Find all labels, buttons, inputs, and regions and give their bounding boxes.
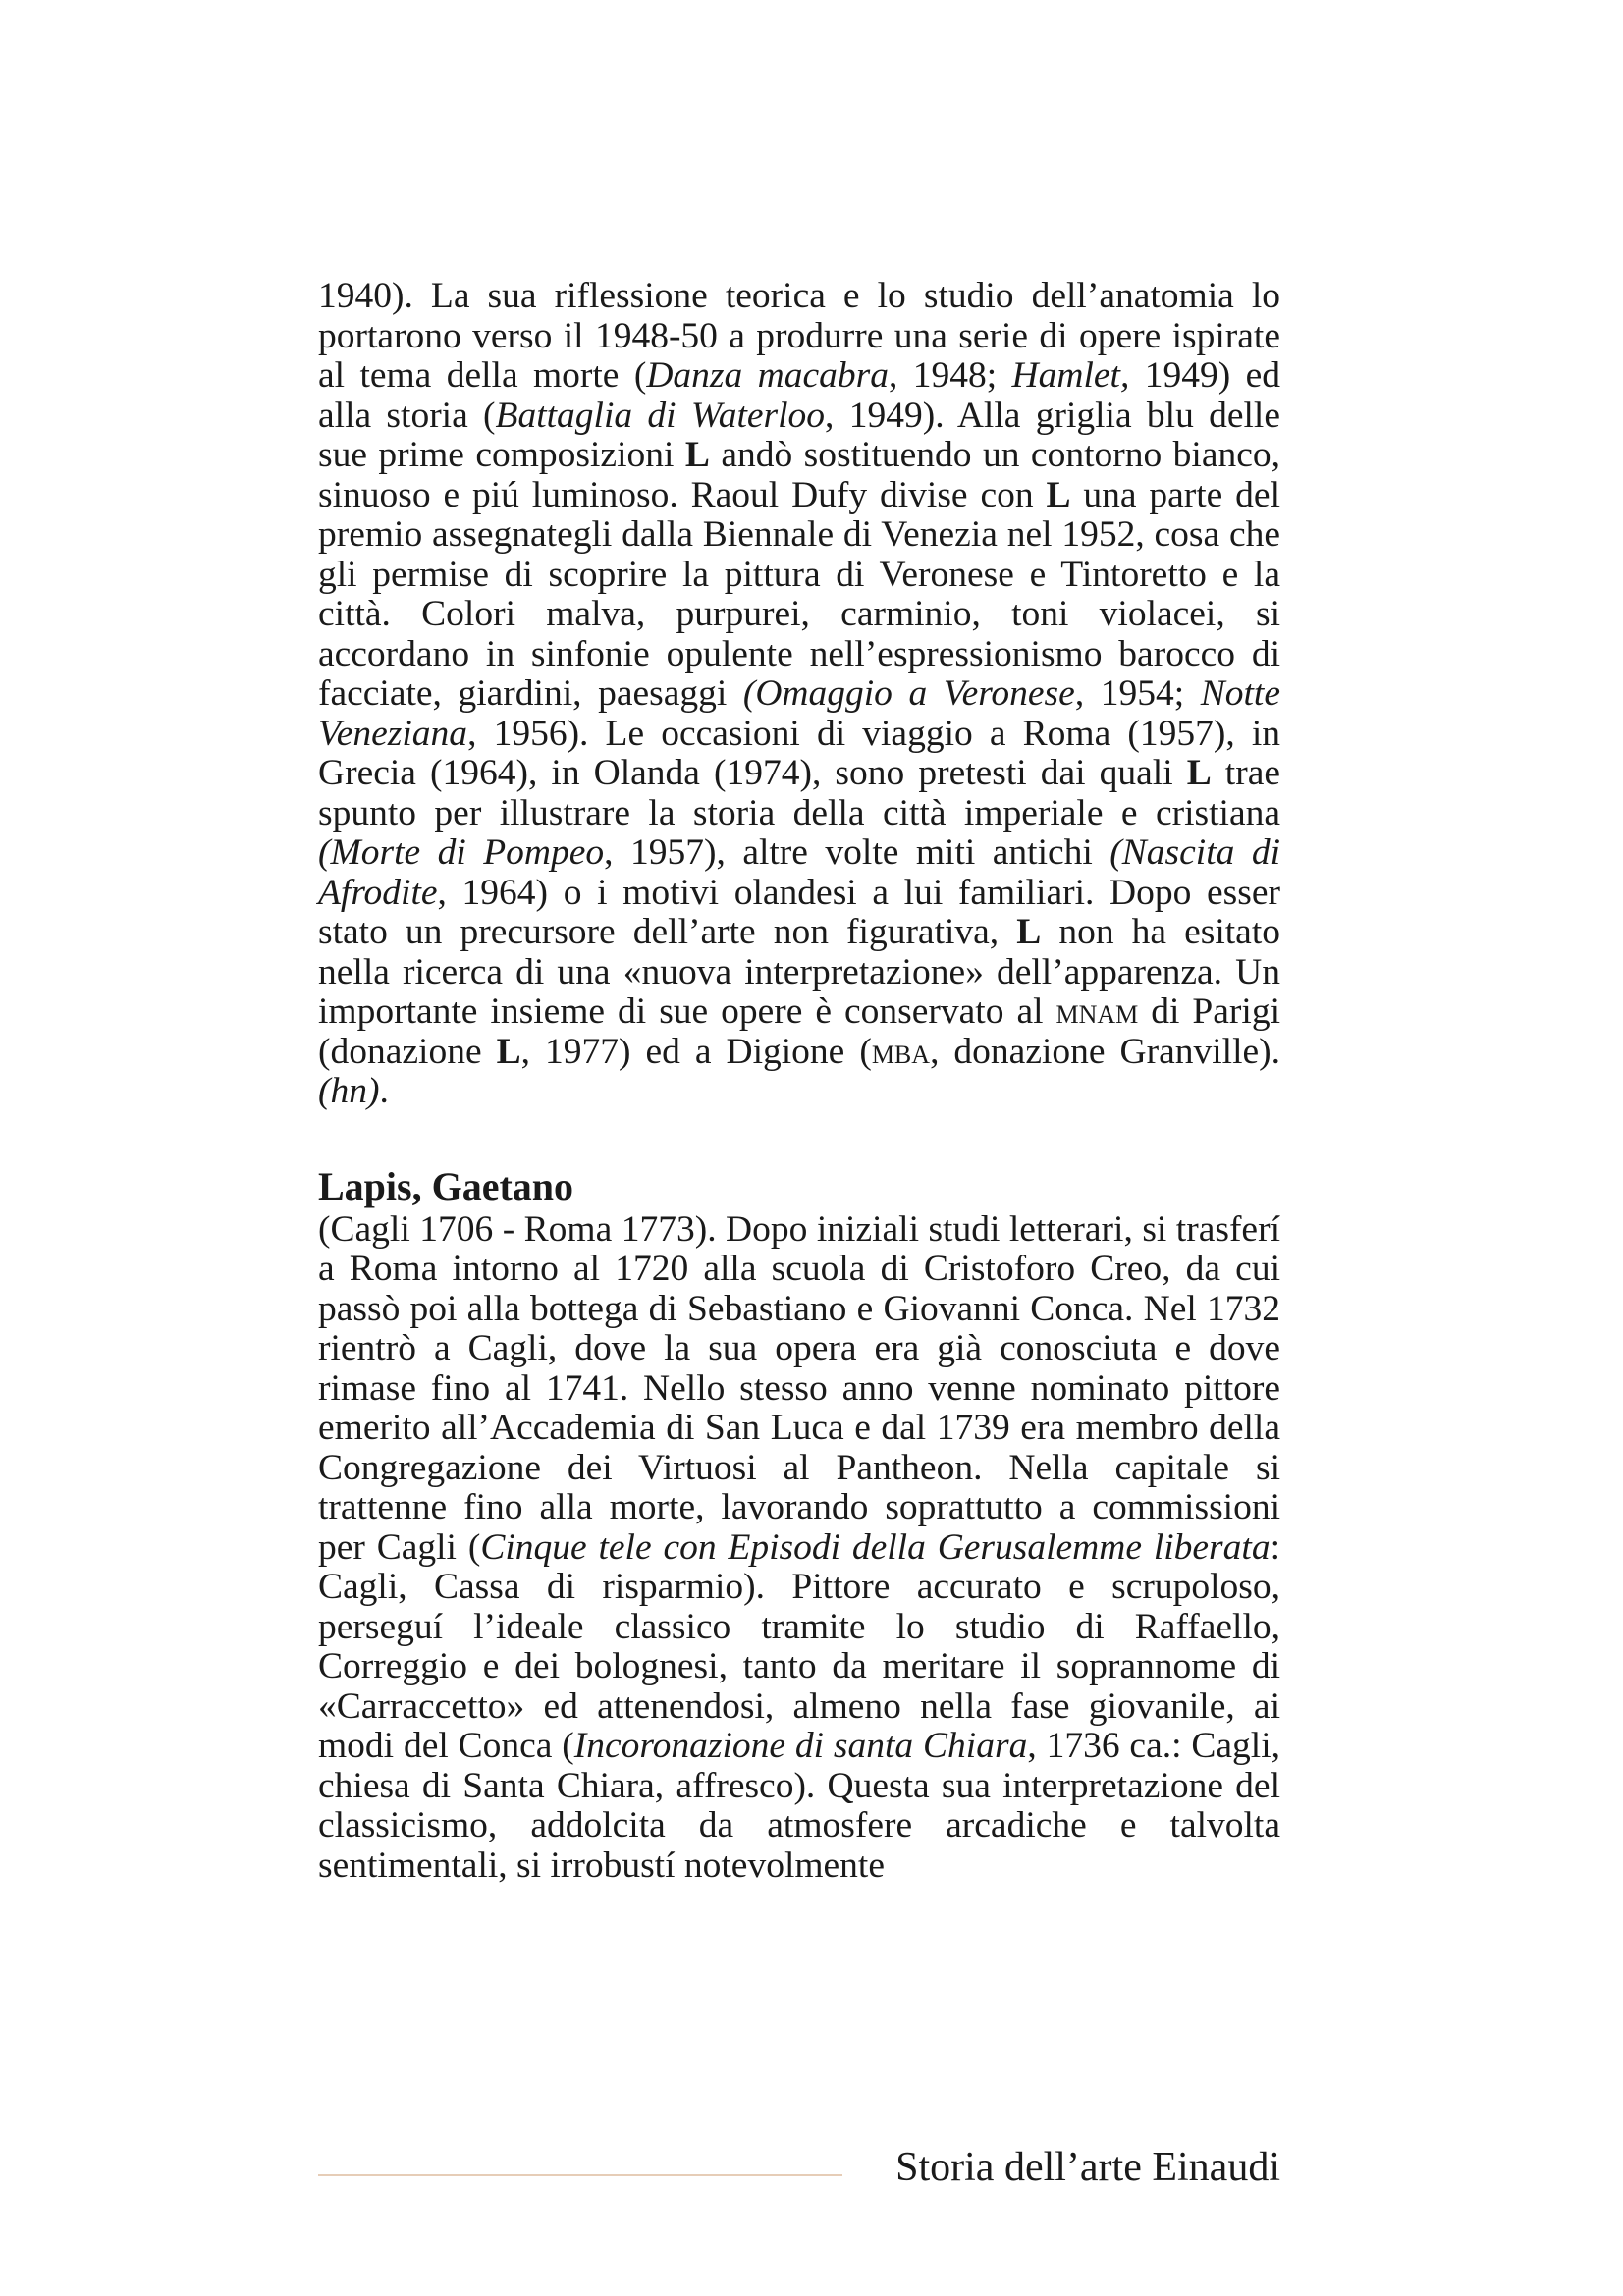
museum-acronym: mba	[871, 1031, 931, 1072]
text-run: non ha esitato nella ricerca di una «nuova interpretazione» dell’apparenza. Un importante insieme di sue opere è conservato al	[318, 912, 1280, 1032]
text-run: , donazione Granville).	[930, 1031, 1281, 1072]
text-run: , 1956). Le occasioni di viaggio a Roma (1957), in Grecia (1964), in Olanda (1974), sono pretesti dai quali	[318, 713, 1280, 793]
text-run: .	[379, 1071, 389, 1111]
artist-initial: L	[684, 435, 710, 475]
footer-rule	[318, 2174, 842, 2176]
text-run: andò sostituendo un contorno bianco, sinuoso e piú luminoso. Raoul Dufy divise con	[318, 435, 1281, 515]
artwork-title: Danza macabra	[646, 355, 889, 396]
text-run: , 1964) o i motivi olandesi a lui familiari. Dopo esser stato un precursore dell’arte non figurativa,	[318, 872, 1280, 952]
artwork-title: (Nascita di Afrodite	[318, 832, 1280, 913]
text-run: 1949) ed alla storia (	[318, 355, 1280, 436]
text-run: di Parigi (donazione	[318, 991, 1280, 1072]
text-run: , 1948;	[888, 355, 1012, 396]
text-run: , 1954;	[1074, 673, 1201, 714]
author-initials: (hn)	[318, 1071, 380, 1111]
entry-continuation-paragraph	[318, 277, 1280, 1112]
text-run: (Cagli 1706 - Roma 1773). Dopo iniziali studi letterari, si trasferí a Roma intorno al 1720 alla scuola di Cristoforo Creo, da cui passò poi alla bottega di Sebastiano e Giovanni Conca. Nel 1732 rientrò a Cagli, dove la sua opera era già conosciuta e dove rimase fino al 1741. Nello stesso anno venne nominato pittore emerito all’Accademia di San Luca e dal 1739 era membro della Congregazione dei Virtuosi al Pantheon. Nella capitale si trattenne fino alla morte, lavorando soprattutto a commissioni per Cagli (	[318, 1208, 1280, 1568]
artwork-title: Notte Veneziana	[318, 673, 1280, 754]
entry-heading: Lapis, Gaetano	[318, 1163, 574, 1208]
artwork-title: Hamlet,	[1011, 355, 1130, 396]
text-run: , 1949). Alla griglia blu delle sue prime composizioni	[318, 395, 1280, 475]
artist-initial: L	[1186, 753, 1212, 793]
text-run: : Cagli, Cassa di risparmio). Pittore accurato e scrupoloso, perseguí l’ideale classico tramite lo studio di Raffaello, Correggio e dei bolognesi, tanto da meritare il soprannome di «Carraccetto» ed attenendosi, almeno nella fase giovanile, ai modi del Conca (	[318, 1526, 1280, 1766]
page-body	[318, 277, 1280, 1886]
text-run: 1940). La sua riflessione teorica e lo studio dell’anatomia lo portarono verso il 1948-50 a produrre una serie di opere ispirate al tema della morte (	[318, 276, 1280, 396]
text-run: , 1736 ca.: Cagli, chiesa di Santa Chiara, affresco). Questa sua interpretazione del classicismo, addolcita da atmosfere arcadiche e talvolta sentimentali, si irrobustí notevolmente	[318, 1726, 1280, 1886]
artwork-title: (Morte di Pompeo	[318, 832, 605, 873]
artist-initial: L	[1016, 912, 1042, 952]
text-run: , 1977) ed a Digione (	[520, 1031, 872, 1072]
artist-initial: L	[496, 1031, 521, 1072]
page-footer	[318, 2143, 1280, 2192]
text-run: trae spunto per illustrare la storia della città imperiale e cristiana	[318, 753, 1280, 833]
text-run: una parte del premio assegnategli dalla Biennale di Venezia nel 1952, cosa che gli permise di scoprire la pittura di Veronese e Tintoretto e la città. Colori malva, purpurei, carminio, toni violacei, si accordano in sinfonie opulente nell’espressionismo barocco di facciate, giardini, paesaggi	[318, 474, 1280, 714]
artwork-title: Cinque tele con Episodi della Gerusalemme liberata	[480, 1526, 1271, 1568]
museum-acronym: mnam	[1055, 991, 1139, 1032]
entry-paragraph	[318, 1210, 1280, 1887]
artwork-title: Incoronazione di santa Chiara	[573, 1726, 1028, 1766]
artwork-title: (Omaggio a Veronese	[742, 673, 1075, 714]
text-run: , 1957), altre volte miti antichi	[604, 832, 1110, 873]
artist-initial: L	[1046, 474, 1071, 515]
footer-title: Storia dell’arte Einaudi	[895, 2145, 1280, 2190]
artwork-title: Battaglia di Waterloo	[495, 395, 826, 436]
